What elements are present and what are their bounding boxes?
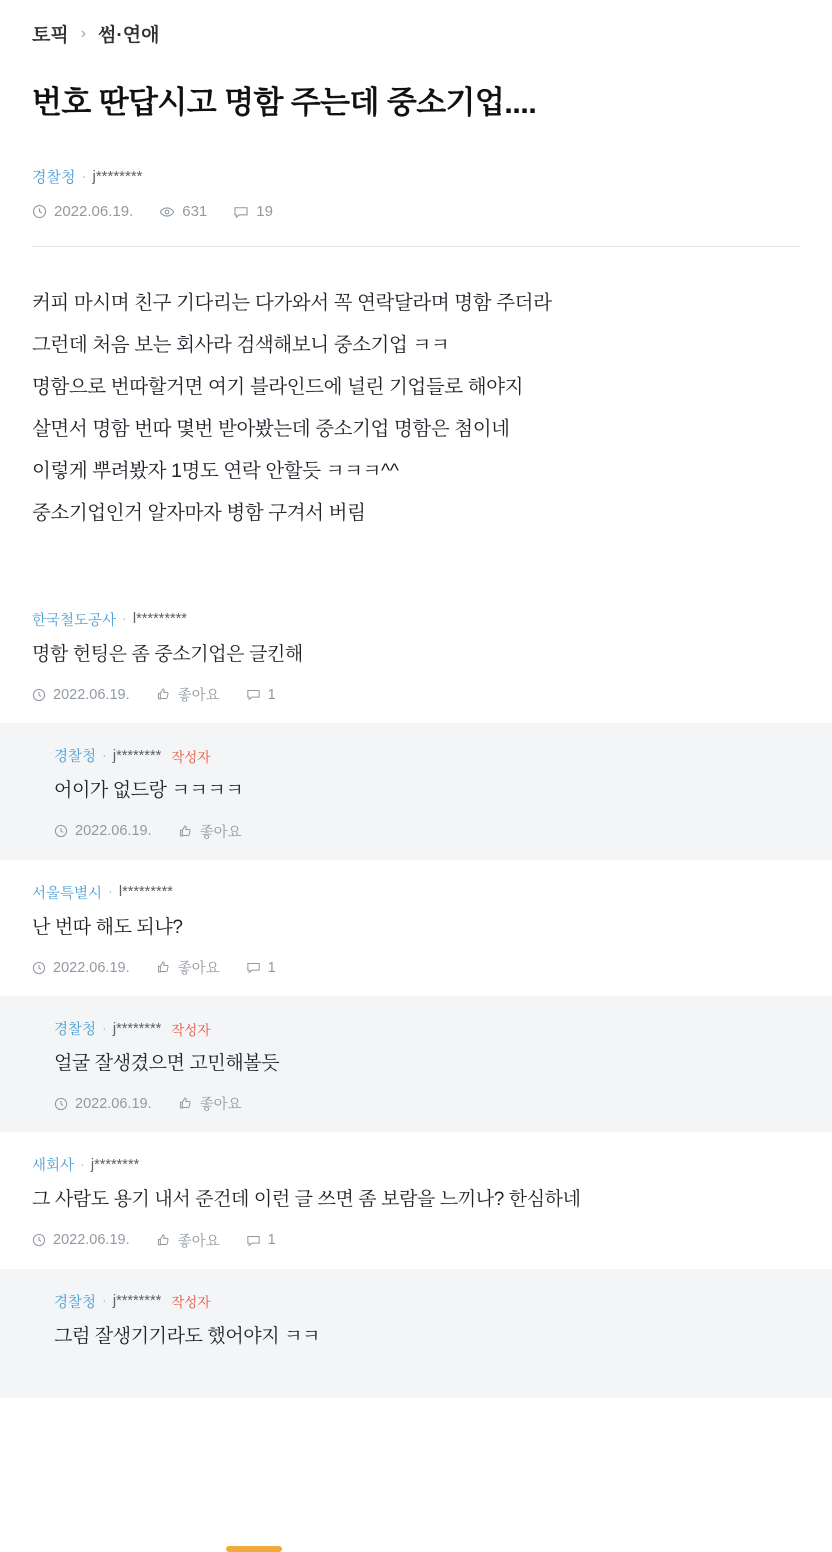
comment-author-company: 한국철도공사 [32, 612, 117, 629]
comment-date [32, 1232, 130, 1248]
comment-item-reply [0, 996, 832, 1132]
comment-item-reply [0, 1269, 832, 1384]
post-body-line: 살면서 명함 번따 몇번 받아봤는데 중소기업 명함은 첨이네 [32, 418, 510, 441]
comment-text: 명함 헌팅은 좀 중소기업은 글킨해 [32, 643, 303, 665]
comment-author-nickname: j******** [90, 1156, 140, 1173]
like-button[interactable] [178, 821, 242, 842]
comment-date [32, 960, 130, 976]
comment-item [0, 860, 832, 996]
comment-icon [246, 687, 261, 702]
author-badge: 작성자 [171, 1022, 211, 1038]
comment-author-company: 경찰청 [54, 1022, 97, 1039]
comment-date-text: 2022.06.19. [53, 686, 130, 703]
comment-author-company: 경찰청 [54, 749, 97, 766]
clock-icon [54, 824, 68, 838]
clock-icon [32, 961, 46, 975]
comment-reply-count[interactable] [246, 960, 276, 976]
comment-item [0, 1132, 832, 1268]
author-badge: 작성자 [171, 749, 211, 765]
comment-author [32, 609, 800, 630]
comment-text: 어이가 없드랑 ㅋㅋㅋㅋ [54, 780, 244, 802]
comment-author [32, 882, 800, 903]
thumbs-up-icon [178, 1096, 193, 1111]
thumbs-up-icon [156, 1233, 171, 1248]
like-button[interactable] [156, 957, 220, 978]
like-label: 좋아요 [177, 688, 220, 705]
like-label: 좋아요 [177, 1233, 220, 1250]
like-label: 좋아요 [199, 824, 242, 841]
comment-text: 난 번따 해도 되냐? [32, 916, 183, 938]
post-body-line: 명함으로 번따할거면 여기 블라인드에 널린 기업들로 해야지 [32, 376, 524, 399]
comment-author [54, 1291, 800, 1312]
like-button[interactable] [156, 1230, 220, 1251]
post-body-line: 이렇게 뿌려봤자 1명도 연락 안할듯 ㅋㅋㅋ^^ [32, 460, 399, 483]
post-author [0, 144, 832, 187]
comment-author-separator: · [122, 611, 127, 628]
comment-author-nickname: l********* [118, 884, 173, 901]
comment-date-text: 2022.06.19. [53, 1232, 130, 1249]
comment-reply-count[interactable] [246, 687, 276, 703]
comment-author [54, 1018, 800, 1039]
page-title: 번호 딴답시고 명함 주는데 중소기업.... [32, 84, 537, 120]
comment-author-nickname: j******** [112, 747, 162, 764]
comment-author-separator: · [108, 884, 113, 901]
comment-icon [246, 960, 261, 975]
comment-date [54, 823, 152, 839]
comment-date-text: 2022.06.19. [75, 1095, 152, 1112]
breadcrumb-current[interactable]: 썸·연애 [98, 25, 160, 46]
post-comment-count [233, 203, 273, 220]
comment-author-nickname: j******** [112, 1020, 162, 1037]
comment-author-separator: · [80, 1156, 85, 1173]
post-body [0, 247, 832, 535]
comment-list [0, 587, 832, 1398]
author-separator: · [81, 168, 87, 186]
eye-icon [159, 204, 175, 220]
thumbs-up-icon [156, 687, 171, 702]
comment-author-company: 새회사 [32, 1158, 75, 1175]
post-comment-count-text: 19 [256, 203, 273, 221]
clock-icon [32, 204, 47, 219]
comment-reply-count-text: 1 [267, 686, 276, 703]
author-company: 경찰청 [32, 169, 76, 187]
comment-item [0, 587, 832, 723]
comment-text: 그럼 잘생기기라도 했어야지 ㅋㅋ [54, 1325, 320, 1347]
comment-author [32, 1154, 800, 1175]
clock-icon [54, 1097, 68, 1111]
post-meta [0, 187, 832, 220]
post-body-line: 중소기업인거 알자마자 병함 구겨서 버림 [32, 501, 366, 524]
chevron-right-icon: › [80, 24, 87, 42]
comment-author-separator: · [102, 1293, 107, 1310]
post-date-text: 2022.06.19. [54, 203, 134, 221]
comment-reply-count[interactable] [246, 1232, 276, 1248]
like-button[interactable] [156, 684, 220, 705]
comment-list-cutoff [0, 1384, 832, 1398]
comment-author-separator: · [102, 747, 107, 764]
comment-author-separator: · [102, 1020, 107, 1037]
post-body-line: 그런데 처음 보는 회사라 검색해보니 중소기업 ㅋㅋ [32, 334, 450, 357]
breadcrumb-root[interactable]: 토픽 [32, 25, 69, 46]
comment-author-nickname: l********* [132, 611, 187, 628]
like-button[interactable] [178, 1093, 242, 1114]
comment-icon [233, 204, 249, 220]
comment-date-text: 2022.06.19. [53, 959, 130, 976]
like-label: 좋아요 [199, 1097, 242, 1114]
author-nickname: j******** [92, 168, 143, 186]
thumbs-up-icon [156, 960, 171, 975]
comment-author [54, 745, 800, 766]
comment-reply-count-text: 1 [267, 1232, 276, 1249]
post-date [32, 203, 133, 220]
post-views-count: 631 [182, 203, 208, 221]
comment-meta [32, 957, 800, 978]
comment-date-text: 2022.06.19. [75, 823, 152, 840]
post-body-line: 커피 마시며 친구 기다리는 다가와서 꼭 연락달라며 명함 주더라 [32, 292, 552, 315]
comment-meta [32, 684, 800, 705]
comment-meta [54, 1093, 800, 1114]
like-label: 좋아요 [177, 961, 220, 978]
post-views [159, 203, 207, 220]
comment-item-reply [0, 723, 832, 859]
clock-icon [32, 688, 46, 702]
comment-text: 얼굴 잘생겼으면 고민해볼듯 [54, 1053, 280, 1075]
thumbs-up-icon [178, 824, 193, 839]
comment-author-nickname: j******** [112, 1293, 162, 1310]
comment-meta [32, 1230, 800, 1251]
comment-text: 그 사람도 용기 내서 준건데 이런 글 쓰면 좀 보람을 느끼나? 한심하네 [32, 1189, 581, 1211]
comment-date [54, 1096, 152, 1112]
comment-author-company: 경찰청 [54, 1294, 97, 1311]
comment-reply-count-text: 1 [267, 959, 276, 976]
comment-icon [246, 1233, 261, 1248]
comment-author-company: 서울특별시 [32, 885, 103, 902]
highlight-bar [226, 1546, 282, 1552]
clock-icon [32, 1233, 46, 1247]
breadcrumb [0, 0, 832, 53]
author-badge: 작성자 [171, 1295, 211, 1311]
comment-date [32, 687, 130, 703]
comment-meta [54, 821, 800, 842]
